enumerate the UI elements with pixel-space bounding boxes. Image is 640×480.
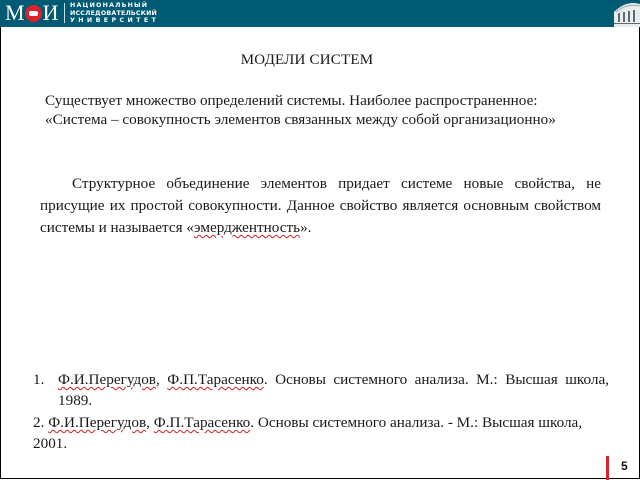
reference-separator: , <box>155 371 168 388</box>
university-name-line-3: УНИВЕРСИТЕТ <box>70 17 160 25</box>
page-number: 5 <box>621 459 628 473</box>
university-name-line-1: НАЦИОНАЛЬНЫЙ <box>70 2 149 9</box>
paragraph-text: Структурное объединение элементов придает системе новые свойства, не присущие их простой совокупности. Данное свойство является основным свойством системы и называется « <box>40 175 601 236</box>
emergence-term: эмерджентность <box>194 219 301 236</box>
mei-logo <box>5 2 57 24</box>
slide-title: МОДЕЛИ СИСТЕМ <box>240 52 374 68</box>
header-bar <box>0 0 640 27</box>
reference-author: Ф.П.Тарасенко <box>167 371 264 388</box>
reference-separator: , <box>146 414 154 431</box>
reference-author: Ф.И.Перегудов <box>58 371 156 388</box>
reference-item <box>33 369 609 411</box>
reference-author: Ф.П.Тарасенко <box>153 414 251 431</box>
university-name <box>70 2 159 25</box>
reference-title: . Основы системного анализа. М.: Высшая школа, 1989. <box>58 371 610 409</box>
reference-number: 2. <box>33 414 49 431</box>
logo-divider <box>64 3 65 23</box>
logo-letter-m: М <box>5 0 24 25</box>
logo-circle-icon <box>25 5 42 22</box>
reference-item <box>33 412 609 454</box>
references-list <box>33 369 609 454</box>
paragraph-end: ». <box>300 219 312 236</box>
university-name-line-2: ИССЛЕДОВАТЕЛЬСКИЙ <box>70 9 158 17</box>
university-building-icon <box>612 0 640 27</box>
intro-line-2: «Система – совокупность элементов связанных между собой организационно» <box>45 111 556 128</box>
intro-text <box>45 91 625 129</box>
reference-number: 1. <box>33 371 45 388</box>
logo-letter-i: И <box>42 0 58 25</box>
reference-author: Ф.И.Перегудов <box>48 414 147 431</box>
emergence-paragraph <box>40 173 601 239</box>
intro-line-1: Существует множество определений системы. Наиболее распространенное: <box>45 92 538 109</box>
reference-title: . Основы системного анализа. - М.: Высшая школа, 2001. <box>33 414 583 452</box>
page-number-accent-bar <box>606 456 609 480</box>
